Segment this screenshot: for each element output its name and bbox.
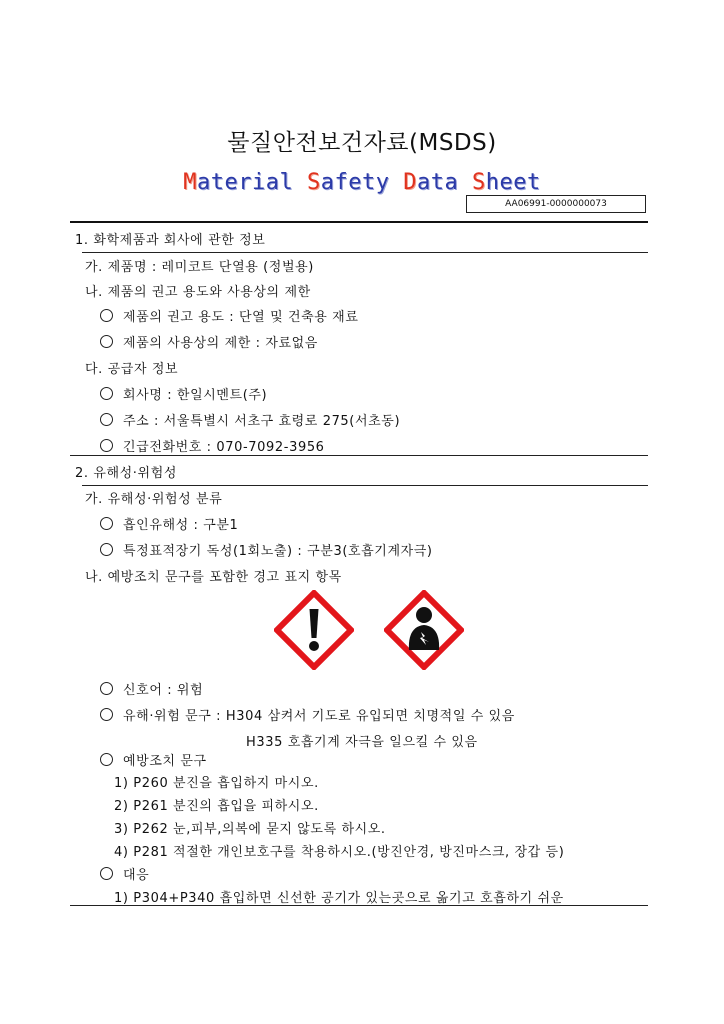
aspiration-hazard: 흡인유해성 : 구분1 (100, 514, 238, 533)
bullet-circle-icon (100, 708, 113, 721)
label-elements-heading: 나. 예방조치 문구를 포함한 경고 표지 항목 (85, 570, 342, 585)
product-name: 가. 제품명 : 레미코트 단열용 (정벌용) (85, 260, 314, 275)
company-name: 회사명 : 한일시멘트(주) (100, 384, 267, 403)
bullet-circle-icon (100, 543, 113, 556)
bullet-circle-icon (100, 517, 113, 530)
section-divider (82, 252, 648, 253)
company-address: 주소 : 서울특별시 서초구 효령로 275(서초동) (100, 410, 400, 429)
section-divider (70, 455, 648, 456)
target-organ-toxicity: 특정표적장기 독성(1회노출) : 구분3(호흡기계자극) (100, 540, 433, 559)
emergency-phone: 긴급전화번호 : 070-7092-3956 (100, 436, 325, 455)
precaution-item: 1) P260 분진을 흡입하지 마시오. (114, 776, 319, 791)
section-divider (70, 221, 648, 223)
hazard-statement: 유해·위험 문구 : H304 삼켜서 기도로 유입되면 치명적일 수 있음 (100, 705, 515, 724)
supplier-heading: 다. 공급자 정보 (85, 362, 179, 377)
bullet-circle-icon (100, 867, 113, 880)
document-subtitle: Material Safety Data Sheet (183, 170, 541, 195)
exclamation-mark-icon (274, 590, 354, 670)
health-hazard-icon (384, 590, 464, 670)
use-restriction: 제품의 사용상의 제한 : 자료없음 (100, 332, 318, 351)
hazard-classification-heading: 가. 유해성·위험성 분류 (85, 492, 223, 507)
precaution-heading: 예방조치 문구 (100, 750, 207, 769)
document-code: AA06991-0000000073 (466, 195, 646, 213)
bullet-circle-icon (100, 682, 113, 695)
precaution-item: 2) P261 분진의 흡입을 피하시오. (114, 799, 319, 814)
signal-word: 신호어 : 위험 (100, 679, 203, 698)
recommended-use-heading: 나. 제품의 권고 용도와 사용상의 제한 (85, 285, 311, 300)
document-title: 물질안전보건자료(MSDS) (227, 130, 497, 156)
page-bottom-rule (70, 905, 648, 906)
bullet-circle-icon (100, 439, 113, 452)
section-2-heading: 2. 유해성·위험성 (75, 466, 178, 481)
response-item: 1) P304+P340 흡입하면 신선한 공기가 있는곳으로 옮기고 호흡하기 쉬운 (114, 891, 564, 906)
section-1-heading: 1. 화학제품과 회사에 관한 정보 (75, 233, 266, 248)
precaution-item: 4) P281 적절한 개인보호구를 착용하시오.(방진안경, 방진마스크, 장갑 등) (114, 845, 565, 860)
response-heading: 대응 (100, 864, 149, 883)
hazard-statement-continued: H335 호흡기계 자극을 일으킬 수 있음 (246, 735, 478, 750)
bullet-circle-icon (100, 413, 113, 426)
bullet-circle-icon (100, 753, 113, 766)
recommended-use: 제품의 권고 용도 : 단열 및 건축용 재료 (100, 306, 358, 325)
bullet-circle-icon (100, 335, 113, 348)
precaution-item: 3) P262 눈,피부,의복에 묻지 않도록 하시오. (114, 822, 386, 837)
bullet-circle-icon (100, 309, 113, 322)
bullet-circle-icon (100, 387, 113, 400)
section-divider (82, 485, 648, 486)
